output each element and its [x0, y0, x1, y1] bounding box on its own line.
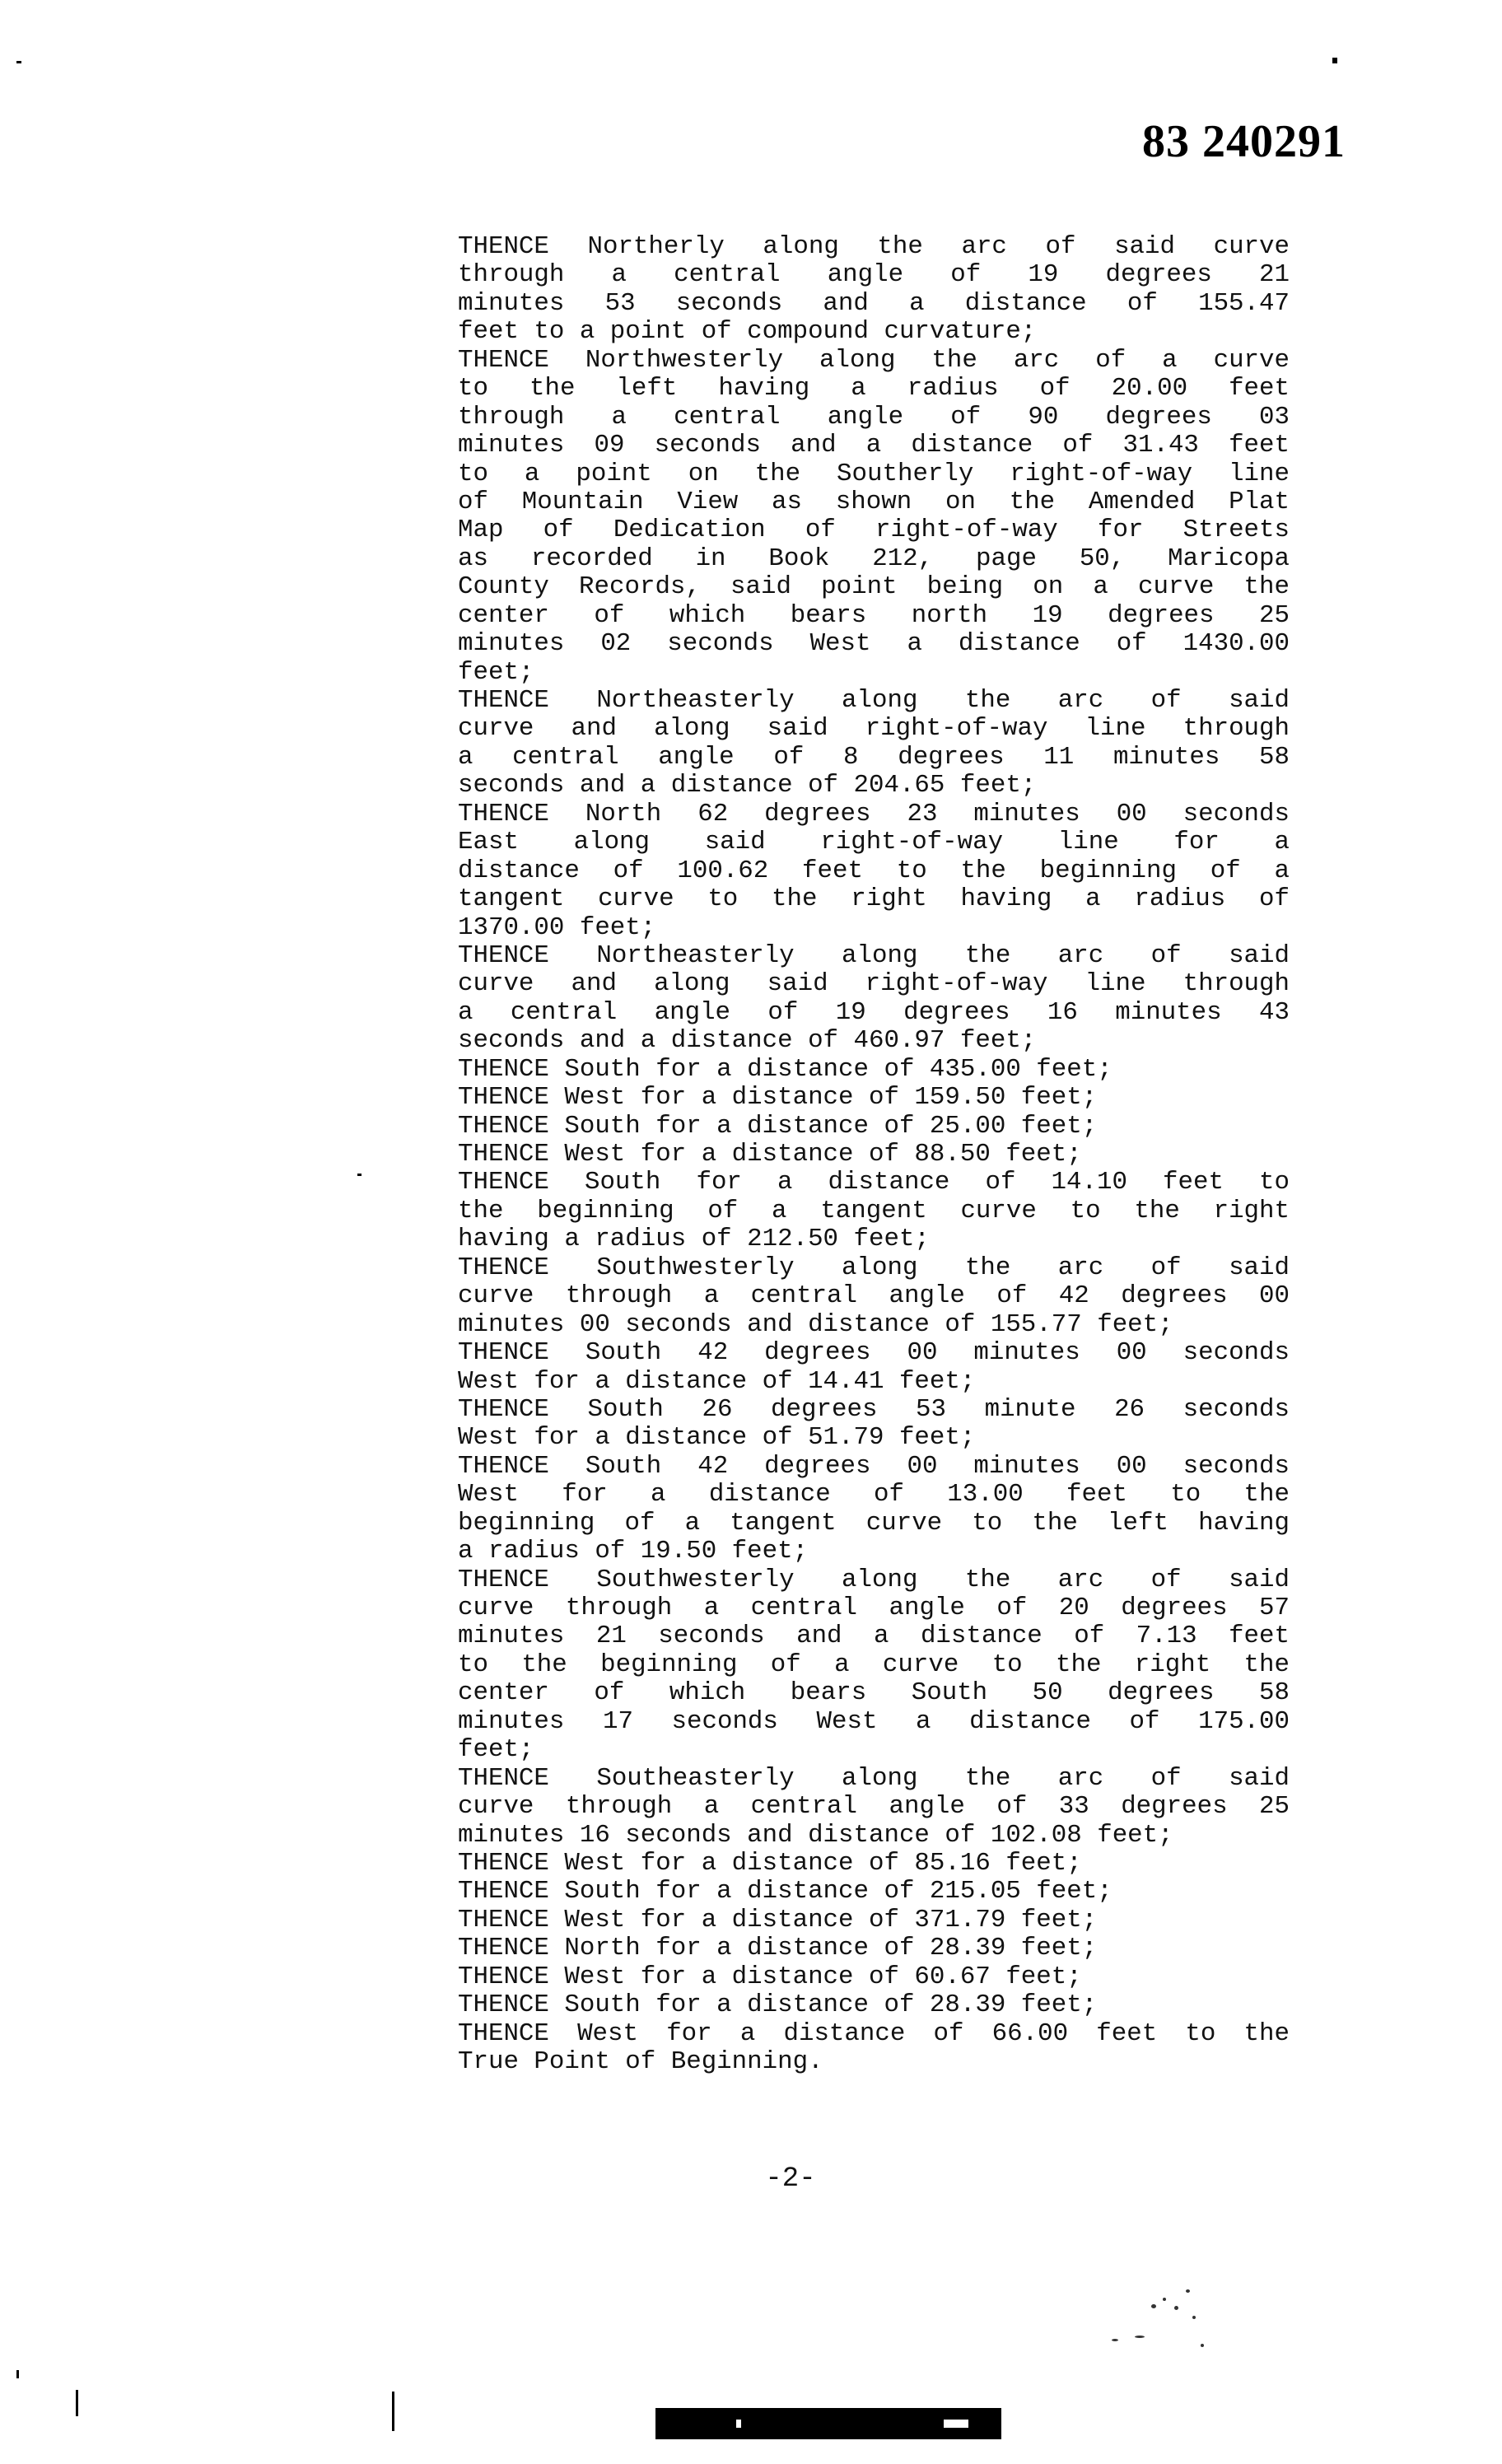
text-line: center of which bears north 19 degrees 25 — [458, 601, 1290, 630]
text-line: THENCE South 42 degrees 00 minutes 00 seconds — [458, 1452, 1290, 1481]
text-line: THENCE North 62 degrees 23 minutes 00 seconds — [458, 800, 1290, 828]
text-line: THENCE West for a distance of 60.67 feet; — [458, 1962, 1082, 1991]
text-line: a central angle of 8 degrees 11 minutes 58 — [458, 743, 1290, 772]
text-line: distance of 100.62 feet to the beginning of a — [458, 856, 1290, 885]
text-line: minutes 17 seconds West a distance of 175.00 — [458, 1707, 1290, 1736]
text-line: minutes 09 seconds and a distance of 31.43 feet — [458, 432, 1290, 460]
text-line: feet; — [458, 1736, 534, 1765]
text-line: THENCE Southwesterly along the arc of said — [458, 1566, 1290, 1594]
text-line: curve through a central angle of 33 degrees 25 — [458, 1793, 1290, 1822]
text-line: THENCE South for a distance of 215.05 feet; — [458, 1878, 1113, 1906]
text-line: West for a distance of 51.79 feet; — [458, 1424, 976, 1453]
text-line: feet; — [458, 658, 534, 687]
text-line: minutes 21 seconds and a distance of 7.13 feet — [458, 1622, 1290, 1651]
text-line: feet to a point of compound curvature; — [458, 318, 1037, 347]
text-line: THENCE West for a distance of 85.16 feet; — [458, 1849, 1082, 1878]
text-line: curve and along said right-of-way line through — [458, 970, 1290, 999]
text-line: THENCE Southwesterly along the arc of said — [458, 1253, 1290, 1282]
text-line: minutes 00 seconds and distance of 155.77 feet; — [458, 1310, 1173, 1339]
text-line: having a radius of 212.50 feet; — [458, 1225, 930, 1254]
text-line: THENCE Northeasterly along the arc of said — [458, 941, 1290, 970]
text-line: tangent curve to the right having a radius of — [458, 885, 1290, 914]
text-line: to the left having a radius of 20.00 feet — [458, 375, 1290, 404]
page-number: -2- — [765, 2163, 816, 2195]
text-line: True Point of Beginning. — [458, 2048, 823, 2076]
text-line: the beginning of a tangent curve to the right — [458, 1197, 1290, 1225]
speckle-2 — [1163, 2298, 1166, 2301]
scan-mark-left-line-2 — [392, 2392, 394, 2431]
text-line: THENCE South 42 degrees 00 minutes 00 seconds — [458, 1339, 1290, 1368]
text-line: beginning of a tangent curve to the left having — [458, 1509, 1290, 1538]
text-line: THENCE North for a distance of 28.39 feet; — [458, 1934, 1098, 1963]
text-line: THENCE West for a distance of 88.50 feet; — [458, 1141, 1082, 1169]
speckle-8 — [1201, 2344, 1204, 2347]
text-line: to the beginning of a curve to the right the — [458, 1650, 1290, 1679]
text-line: Map of Dedication of right-of-way for Streets — [458, 516, 1290, 545]
text-line: a central angle of 19 degrees 16 minutes 43 — [458, 998, 1290, 1027]
text-line: THENCE South for a distance of 25.00 feet; — [458, 1112, 1098, 1141]
text-line: West for a distance of 13.00 feet to the — [458, 1481, 1290, 1510]
scan-mark-top-right — [1332, 58, 1337, 63]
speckle-3 — [1174, 2306, 1178, 2310]
text-line: as recorded in Book 212, page 50, Maricopa — [458, 544, 1290, 573]
scan-mark-margin-dot — [357, 1174, 362, 1176]
text-line: THENCE West for a distance of 371.79 feet; — [458, 1906, 1098, 1934]
text-line: a radius of 19.50 feet; — [458, 1538, 809, 1566]
text-line: curve through a central angle of 20 degrees 57 — [458, 1594, 1290, 1622]
scan-mark-left-line-1 — [76, 2390, 78, 2416]
speckle-4 — [1186, 2289, 1190, 2293]
text-line: County Records, said point being on a curve the — [458, 573, 1290, 602]
text-line: THENCE South for a distance of 14.10 feet to — [458, 1169, 1290, 1197]
text-line: through a central angle of 19 degrees 21 — [458, 261, 1290, 290]
text-line: of Mountain View as shown on the Amended Plat — [458, 488, 1290, 516]
text-line: curve and along said right-of-way line through — [458, 715, 1290, 744]
text-line: curve through a central angle of 42 degrees 00 — [458, 1282, 1290, 1311]
speckle-7 — [1135, 2336, 1145, 2338]
text-line: THENCE South 26 degrees 53 minute 26 seconds — [458, 1395, 1290, 1424]
text-line: seconds and a distance of 204.65 feet; — [458, 772, 1037, 800]
text-line: center of which bears South 50 degrees 58 — [458, 1679, 1290, 1708]
text-line: to a point on the Southerly right-of-way line — [458, 460, 1290, 488]
legal-description-body — [458, 233, 1290, 2076]
bar-code-strip — [655, 2408, 1001, 2439]
page-footer — [0, 2163, 1502, 2195]
text-line: West for a distance of 14.41 feet; — [458, 1367, 976, 1396]
text-line: THENCE South for a distance of 28.39 feet; — [458, 1991, 1098, 2020]
text-line: THENCE Northeasterly along the arc of said — [458, 687, 1290, 715]
text-line: THENCE West for a distance of 159.50 feet; — [458, 1084, 1098, 1113]
text-line: THENCE Southeasterly along the arc of said — [458, 1764, 1290, 1793]
speckle-5 — [1192, 2316, 1196, 2319]
text-line: minutes 16 seconds and distance of 102.08 feet; — [458, 1821, 1173, 1850]
recording-number: 83 240291 — [1142, 116, 1346, 167]
text-line: East along said right-of-way line for a — [458, 828, 1290, 857]
scan-mark-top-left — [16, 61, 21, 63]
scan-mark-edge-tick — [16, 2370, 19, 2378]
text-line: minutes 02 seconds West a distance of 1430.00 — [458, 630, 1290, 659]
text-line: THENCE West for a distance of 66.00 feet to the — [458, 2019, 1290, 2048]
text-line: minutes 53 seconds and a distance of 155.47 — [458, 289, 1290, 318]
speckle-6 — [1112, 2339, 1118, 2341]
text-line: through a central angle of 90 degrees 03 — [458, 403, 1290, 432]
text-line: 1370.00 feet; — [458, 913, 656, 942]
speckle-1 — [1151, 2304, 1156, 2308]
text-line: THENCE South for a distance of 435.00 feet; — [458, 1055, 1113, 1084]
text-line: THENCE Northerly along the arc of said curve — [458, 233, 1290, 261]
text-line: seconds and a distance of 460.97 feet; — [458, 1027, 1037, 1056]
text-line: THENCE Northwesterly along the arc of a curve — [458, 346, 1290, 375]
